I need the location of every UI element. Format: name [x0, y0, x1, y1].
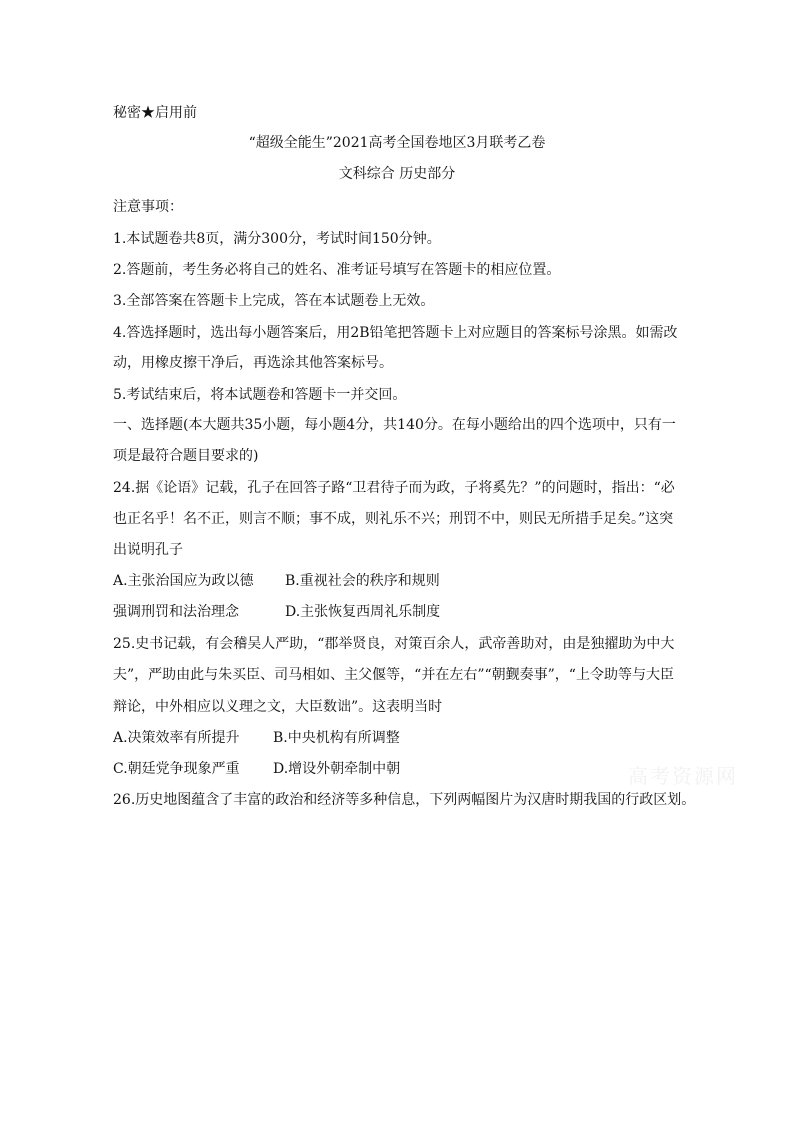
note-item-4-line-2: 动，用橡皮擦干净后，再选涂其他答案标号。: [113, 355, 393, 371]
q24-option-c: 强调刑罚和法治理念: [113, 604, 239, 620]
note-item-4-line-1: 4.答选择题时，选出每小题答案后，用2B铅笔把答题卡上对应题目的答案标号涂黑。如需改: [113, 325, 678, 341]
section-heading-line-1: 一、选择题(本大题共35小题，每小题4分，共140分。在每小题给出的四个选项中，只有一: [113, 417, 676, 433]
watermark: 高考资源网: [628, 764, 738, 788]
q25-option-c: C.朝廷党争现象严重: [113, 761, 240, 777]
subject-title: 文科综合 历史部分: [338, 166, 456, 182]
note-item-3: 3.全部答案在答题卡上完成，答在本试题卷上无效。: [113, 293, 435, 309]
q25-option-a: A.决策效率有所提升: [113, 730, 240, 746]
q24-option-b: B.重视社会的秩序和规则: [285, 573, 440, 589]
exam-title: “超级全能生”2021高考全国卷地区3月联考乙卷: [248, 135, 546, 151]
q25-option-d: D.增设外朝牵制中朝: [273, 761, 401, 777]
notes-heading: 注意事项：: [113, 199, 183, 215]
confidential-label: 秘密★启用前: [113, 105, 197, 121]
q25-stem-line-2: 夫”，严助由此与朱买臣、司马相如、主父偃等，“并在左右”“朝觐奏事”，“上令助等与大臣: [113, 667, 674, 683]
q25-option-b: B.中央机构有所调整: [273, 730, 400, 746]
q25-stem-line-1: 25.史书记载，有会稽吴人严助，“郡举贤良，对策百余人，武帝善助对，由是独擢助为中大: [113, 636, 675, 652]
q24-stem-line-1: 24.据《论语》记载，孔子在回答子路“卫君待子而为政，子将奚先？”的问题时，指出：“必: [113, 480, 675, 496]
q24-stem-line-3: 出说明孔子: [113, 542, 183, 558]
q25-stem-line-3: 辩论，中外相应以义理之文，大臣数诎”。这表明当时: [113, 699, 443, 715]
q26-stem-line-1: 26.历史地图蕴含了丰富的政治和经济等多种信息，下列两幅图片为汉唐时期我国的行政区划。: [113, 792, 696, 808]
note-item-1: 1.本试题卷共8页，满分300分，考试时间150分钟。: [113, 231, 441, 247]
note-item-5: 5.考试结束后，将本试题卷和答题卡一并交回。: [113, 387, 407, 403]
q24-option-d: D.主张恢复西周礼乐制度: [285, 604, 441, 620]
section-heading-line-2: 项是最符合题目要求的): [113, 448, 259, 464]
q24-stem-line-2: 也正名乎！名不正，则言不顺；事不成，则礼乐不兴；刑罚不中，则民无所措手足矣。”这突: [113, 511, 674, 527]
note-item-2: 2.答题前，考生务必将自己的姓名、准考证号填写在答题卡的相应位置。: [113, 262, 561, 278]
q24-option-a: A.主张治国应为政以德: [113, 573, 254, 589]
